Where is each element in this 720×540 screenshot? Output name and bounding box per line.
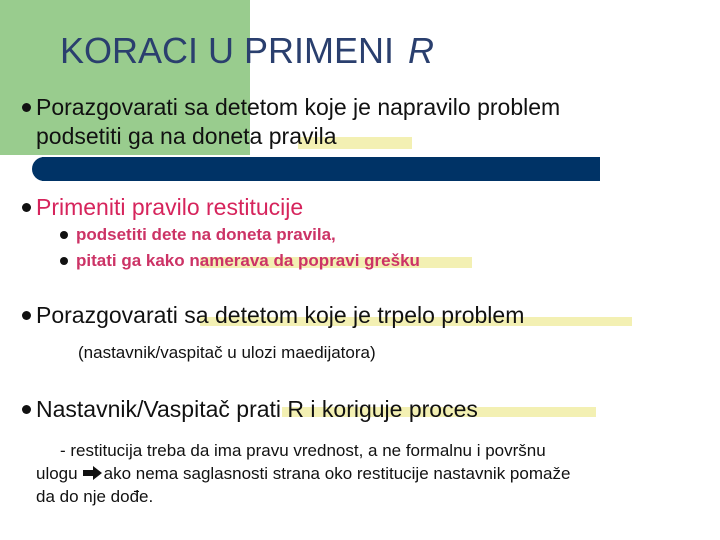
bullet-icon	[22, 203, 31, 212]
item-4-note-line-2-b: ako nema saglasnosti strana oko restitucije nastavnik pomaže	[103, 464, 571, 483]
bullet-icon	[60, 257, 68, 265]
item-3-note: (nastavnik/vaspitač u ulozi maedijatora)	[78, 343, 376, 362]
title-text: KORACI U PRIMENI	[60, 30, 395, 71]
item-4-text: Nastavnik/Vaspitač prati R i koriguje proces	[36, 396, 478, 422]
title-emphasis: R	[408, 30, 435, 71]
item-4-note-line-3: da do nje dođe.	[36, 487, 154, 506]
bullet-icon	[22, 311, 31, 320]
item-2-text: Primeniti pravilo restitucije	[36, 194, 304, 220]
bullet-icon	[60, 231, 68, 239]
item-4-note-line-2-a: ulogu	[36, 464, 78, 483]
bullet-icon	[22, 405, 31, 414]
item-3-text: Porazgovarati sa detetom koje je trpelo problem	[36, 302, 525, 328]
item-4-note-line-2	[36, 463, 570, 484]
page-title	[60, 30, 434, 72]
item-2-subitem-1: podsetiti dete na doneta pravila,	[76, 225, 336, 244]
bullet-icon	[22, 103, 31, 112]
item-4-note-line-1: - restitucija treba da ima pravu vrednost, a ne formalnu i površnu	[60, 441, 546, 460]
right-arrow-icon	[81, 465, 103, 481]
item-1-line-1: Porazgovarati sa detetom koje je napravilo problem	[36, 94, 561, 120]
divider-bar	[42, 157, 600, 181]
item-1-line-2: podsetiti ga na doneta pravila	[36, 123, 337, 149]
item-2-subitem-2: pitati ga kako namerava da popravi grešku	[76, 251, 420, 270]
